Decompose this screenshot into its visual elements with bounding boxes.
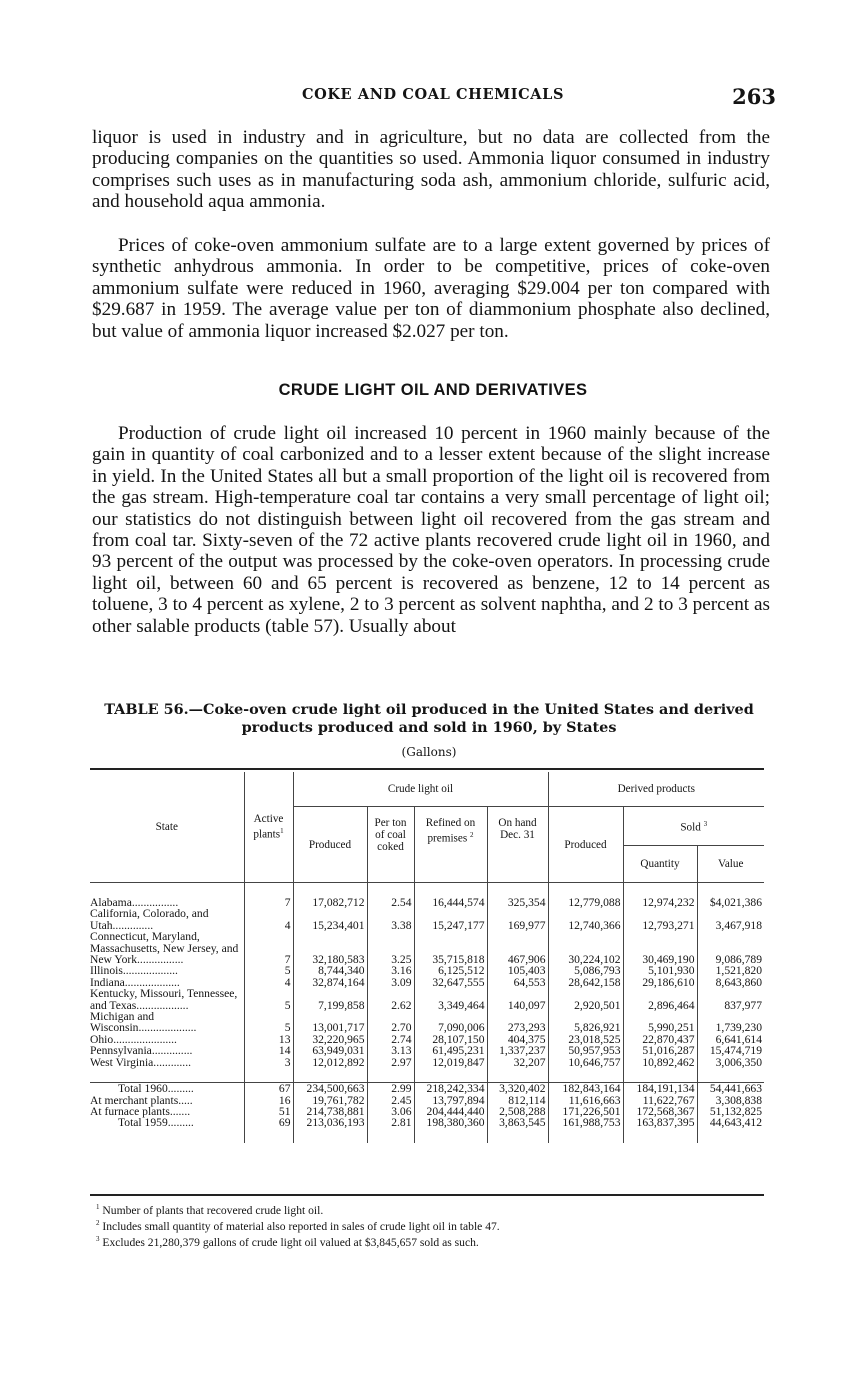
spacer-cell xyxy=(697,1068,764,1083)
state-cell: Total 1960......... xyxy=(90,1083,244,1095)
state-cell: Pennsylvania.............. xyxy=(90,1044,193,1058)
row-spacer xyxy=(90,883,764,898)
cell-sold-qty: 5,990,251 xyxy=(623,1011,697,1034)
header-derived-products: Derived products xyxy=(548,772,764,807)
footnote-mark: 3 xyxy=(96,1235,100,1244)
cell-refined: 32,647,555 xyxy=(414,977,487,988)
cell-produced: 8,744,340 xyxy=(293,965,367,976)
spacer-cell xyxy=(293,1129,367,1143)
cell-per-ton: 2.54 xyxy=(367,897,414,908)
header-state: State xyxy=(90,772,244,883)
cell-refined: 13,797,894 xyxy=(414,1095,487,1106)
footnote xyxy=(96,1233,776,1249)
cell-plants: 13 xyxy=(244,1034,293,1045)
spacer-cell xyxy=(244,1068,293,1083)
footnote-mark: 2 xyxy=(96,1219,100,1228)
state-cell: West Virginia............. xyxy=(90,1055,191,1069)
footnote-mark-3: 3 xyxy=(703,820,708,829)
state-cell: Connecticut, Maryland, Massachusetts, New Jersey, and New York................ xyxy=(90,930,239,967)
cell-d-produced: 30,224,102 xyxy=(548,931,623,965)
spacer-cell xyxy=(414,1068,487,1083)
cell-sold-qty: 11,622,767 xyxy=(623,1095,697,1106)
spacer-cell xyxy=(90,883,244,898)
footnote xyxy=(96,1217,776,1233)
cell-on-hand: 3,863,545 xyxy=(487,1117,548,1128)
footnote-text: Excludes 21,280,379 gallons of crude light oil valued at $3,845,657 sold as such. xyxy=(99,1235,479,1249)
footnote-mark-1: 1 xyxy=(280,827,284,836)
cell-d-produced: 5,826,921 xyxy=(548,1011,623,1034)
spacer-cell xyxy=(367,883,414,898)
cell-sold-val: 6,641,614 xyxy=(697,1034,764,1045)
cell-produced: 15,234,401 xyxy=(293,908,367,931)
state-cell: Kentucky, Missouri, Tennessee, and Texas.................. xyxy=(90,987,238,1012)
spacer-cell xyxy=(244,883,293,898)
cell-per-ton: 2.70 xyxy=(367,1011,414,1034)
cell-produced: 17,082,712 xyxy=(293,897,367,908)
table-row xyxy=(90,908,764,931)
cell-sold-val: 8,643,860 xyxy=(697,977,764,988)
spacer-cell xyxy=(293,883,367,898)
spacer-cell xyxy=(697,1129,764,1143)
cell-sold-qty: 30,469,190 xyxy=(623,931,697,965)
cell-plants: 5 xyxy=(244,988,293,1011)
cell-plants: 4 xyxy=(244,977,293,988)
table-row xyxy=(90,1045,764,1056)
cell-d-produced: 182,843,164 xyxy=(548,1083,623,1095)
cell-refined: 16,444,574 xyxy=(414,897,487,908)
state-cell: At merchant plants..... xyxy=(90,1093,193,1107)
cell-d-produced: 10,646,757 xyxy=(548,1057,623,1068)
cell-d-produced: 171,226,501 xyxy=(548,1106,623,1117)
total-row xyxy=(90,1083,764,1095)
table-row xyxy=(90,988,764,1011)
cell-sold-val: 837,977 xyxy=(697,988,764,1011)
cell-d-produced: 28,642,158 xyxy=(548,977,623,988)
cell-plants: 5 xyxy=(244,965,293,976)
footnote-text: Includes small quantity of material also reported in sales of crude light oil in table 47. xyxy=(99,1219,500,1233)
cell-sold-val: $4,021,386 xyxy=(697,897,764,908)
cell-per-ton: 3.16 xyxy=(367,965,414,976)
spacer-cell xyxy=(623,1068,697,1083)
cell-on-hand: 325,354 xyxy=(487,897,548,908)
light-oil-table xyxy=(90,772,764,1143)
cell-on-hand: 1,337,237 xyxy=(487,1045,548,1056)
section-heading: CRUDE LIGHT OIL AND DERIVATIVES xyxy=(278,381,588,399)
cell-on-hand: 812,114 xyxy=(487,1095,548,1106)
cell-plants: 3 xyxy=(244,1057,293,1068)
cell-refined: 198,380,360 xyxy=(414,1117,487,1128)
table-row xyxy=(90,1011,764,1034)
cell-per-ton: 3.25 xyxy=(367,931,414,965)
cell-d-produced: 2,920,501 xyxy=(548,988,623,1011)
cell-on-hand: 32,207 xyxy=(487,1057,548,1068)
running-title: COKE AND COAL CHEMICALS xyxy=(301,86,565,103)
spacer-cell xyxy=(293,1068,367,1083)
header-sold xyxy=(623,807,764,846)
cell-sold-val: 51,132,825 xyxy=(697,1106,764,1117)
spacer-cell xyxy=(414,883,487,898)
cell-sold-val: 3,308,838 xyxy=(697,1095,764,1106)
spacer-cell xyxy=(548,1129,623,1143)
cell-per-ton: 2.62 xyxy=(367,988,414,1011)
header-active-plants xyxy=(244,772,293,883)
table-body xyxy=(90,883,764,1143)
cell-sold-qty: 22,870,437 xyxy=(623,1034,697,1045)
cell-on-hand: 140,097 xyxy=(487,988,548,1011)
spacer-cell xyxy=(367,1129,414,1143)
cell-produced: 19,761,782 xyxy=(293,1095,367,1106)
spacer-cell xyxy=(90,1129,244,1143)
cell-on-hand: 3,320,402 xyxy=(487,1083,548,1095)
state-cell: Indiana................... xyxy=(90,975,180,989)
footnotes xyxy=(96,1201,776,1249)
spacer-cell xyxy=(90,1068,244,1083)
spacer-cell xyxy=(697,883,764,898)
header-on-hand: On hand Dec. 31 xyxy=(487,807,548,883)
cell-sold-qty: 12,974,232 xyxy=(623,897,697,908)
cell-refined: 218,242,334 xyxy=(414,1083,487,1095)
cell-per-ton: 3.09 xyxy=(367,977,414,988)
state-cell: California, Colorado, and Utah.............. xyxy=(90,907,209,932)
cell-refined: 3,349,464 xyxy=(414,988,487,1011)
cell-sold-qty: 10,892,462 xyxy=(623,1057,697,1068)
header-per-ton: Per ton of coal coked xyxy=(367,807,414,883)
spacer-cell xyxy=(623,883,697,898)
cell-d-produced: 50,957,953 xyxy=(548,1045,623,1056)
header-derived-produced: Produced xyxy=(548,807,623,883)
cell-produced: 213,036,193 xyxy=(293,1117,367,1128)
header-value: Value xyxy=(697,846,764,883)
state-cell: Michigan and Wisconsin.................... xyxy=(90,1010,197,1035)
cell-plants: 7 xyxy=(244,897,293,908)
cell-on-hand: 273,293 xyxy=(487,1011,548,1034)
cell-produced: 12,012,892 xyxy=(293,1057,367,1068)
header-refined xyxy=(414,807,487,883)
row-spacer xyxy=(90,1129,764,1143)
paragraph-crude-light-oil: Production of crude light oil increased 10 percent in 1960 mainly because of the gain in quantity of coal carbonized and to a lesser extent because of the slight increase in yield. In the United States all but a small proportion of the light oil is recovered from the gas stream. High-temperature coal tar contains a very small percentage of light oil; our statistics do not distinguish between light oil recovered from the gas stream and from coal tar. Sixty-seven of the 72 active plants recovered crude light oil in 1960, and 93 percent of the output was processed by the coke-oven operators. In processing crude light oil, between 60 and 65 percent is recovered as benzene, 12 to 14 percent as toluene, 3 to 4 percent as xylene, 2 to 3 percent as solvent naphtha, and 2 to 3 percent as other salable products (table 57). Usually about xyxy=(92,423,770,637)
footnote-text: Number of plants that recovered crude light oil. xyxy=(99,1203,324,1217)
table-units: (Gallons) xyxy=(401,745,457,759)
cell-per-ton: 2.81 xyxy=(367,1117,414,1128)
cell-produced: 214,738,881 xyxy=(293,1106,367,1117)
header-produced: Produced xyxy=(293,807,367,883)
cell-on-hand: 2,508,288 xyxy=(487,1106,548,1117)
state-cell: Illinois................... xyxy=(90,964,178,978)
state-cell: Alabama................ xyxy=(90,896,179,909)
cell-sold-qty: 2,896,464 xyxy=(623,988,697,1011)
cell-per-ton: 2.45 xyxy=(367,1095,414,1106)
cell-plants: 69 xyxy=(244,1117,293,1128)
cell-produced: 32,180,583 xyxy=(293,931,367,965)
cell-produced: 13,001,717 xyxy=(293,1011,367,1034)
spacer-cell xyxy=(548,1068,623,1083)
spacer-cell xyxy=(487,1129,548,1143)
state-cell: Total 1959......... xyxy=(118,1116,194,1130)
cell-produced: 234,500,663 xyxy=(293,1083,367,1095)
cell-sold-val: 1,739,230 xyxy=(697,1011,764,1034)
cell-sold-qty: 51,016,287 xyxy=(623,1045,697,1056)
cell-on-hand: 404,375 xyxy=(487,1034,548,1045)
cell-refined: 204,444,440 xyxy=(414,1106,487,1117)
cell-refined: 7,090,006 xyxy=(414,1011,487,1034)
cell-plants: 4 xyxy=(244,908,293,931)
cell-on-hand: 169,977 xyxy=(487,908,548,931)
cell-sold-val: 1,521,820 xyxy=(697,965,764,976)
spacer-cell xyxy=(244,1129,293,1143)
cell-plants: 5 xyxy=(244,1011,293,1034)
cell-per-ton: 3.38 xyxy=(367,908,414,931)
cell-plants: 51 xyxy=(244,1106,293,1117)
cell-d-produced: 161,988,753 xyxy=(548,1117,623,1128)
cell-refined: 35,715,818 xyxy=(414,931,487,965)
cell-d-produced: 12,740,366 xyxy=(548,908,623,931)
cell-per-ton: 2.99 xyxy=(367,1083,414,1095)
cell-refined: 6,125,512 xyxy=(414,965,487,976)
table-caption-line-1: TABLE 56.—Coke-oven crude light oil produced in the United States and derived xyxy=(104,701,754,718)
cell-d-produced: 11,616,663 xyxy=(548,1095,623,1106)
header-active-plants-label: Active plants xyxy=(253,813,284,841)
table-top-rule xyxy=(90,768,764,770)
cell-refined: 61,495,231 xyxy=(414,1045,487,1056)
cell-refined: 28,107,150 xyxy=(414,1034,487,1045)
cell-per-ton: 3.06 xyxy=(367,1106,414,1117)
cell-plants: 14 xyxy=(244,1045,293,1056)
cell-refined: 15,247,177 xyxy=(414,908,487,931)
paragraph-ammonium-sulfate-prices: Prices of coke-oven ammonium sulfate are to a large extent governed by prices of synthetic anhydrous ammonia. In order to be competitive, prices of coke-oven ammonium sulfate were reduced in 1960, averaging $29.004 per ton compared with $29.687 in 1959. The average value per ton of diammonium phosphate also declined, but value of ammonia liquor increased $2.027 per ton. xyxy=(92,235,770,342)
cell-d-produced: 12,779,088 xyxy=(548,897,623,908)
table-row xyxy=(90,931,764,965)
cell-sold-val: 9,086,789 xyxy=(697,931,764,965)
cell-sold-qty: 5,101,930 xyxy=(623,965,697,976)
header-quantity: Quantity xyxy=(623,846,697,883)
running-head xyxy=(90,84,776,110)
cell-per-ton: 3.13 xyxy=(367,1045,414,1056)
spacer-cell xyxy=(414,1129,487,1143)
cell-plants: 7 xyxy=(244,931,293,965)
spacer-cell xyxy=(487,883,548,898)
footnote-mark-2: 2 xyxy=(470,831,474,839)
row-spacer xyxy=(90,1068,764,1083)
cell-sold-qty: 29,186,610 xyxy=(623,977,697,988)
cell-sold-val: 3,006,350 xyxy=(697,1057,764,1068)
table-bottom-rule xyxy=(90,1194,764,1196)
paragraph-ammonia-liquor: liquor is used in industry and in agriculture, but no data are collected from the producing companies on the quantities so used. Ammonia liquor consumed in industry comprises such uses as in manufacturing soda ash, ammonium chloride, sulfuric acid, and household aqua ammonia. xyxy=(92,127,770,213)
header-refined-label: Refined on premises xyxy=(425,817,476,845)
total-row xyxy=(90,1117,764,1128)
spacer-cell xyxy=(487,1068,548,1083)
table-row xyxy=(90,1057,764,1068)
cell-per-ton: 2.97 xyxy=(367,1057,414,1068)
cell-on-hand: 105,403 xyxy=(487,965,548,976)
header-sold-label: Sold xyxy=(680,821,701,834)
cell-sold-qty: 163,837,395 xyxy=(623,1117,697,1128)
cell-d-produced: 5,086,793 xyxy=(548,965,623,976)
cell-sold-val: 15,474,719 xyxy=(697,1045,764,1056)
cell-sold-val: 54,441,663 xyxy=(697,1083,764,1095)
cell-plants: 16 xyxy=(244,1095,293,1106)
page-number: 263 xyxy=(732,84,776,109)
table-caption xyxy=(90,701,768,737)
header-crude-light-oil: Crude light oil xyxy=(293,772,548,807)
spacer-cell xyxy=(548,883,623,898)
cell-on-hand: 467,906 xyxy=(487,931,548,965)
spacer-cell xyxy=(367,1068,414,1083)
cell-sold-qty: 172,568,367 xyxy=(623,1106,697,1117)
cell-produced: 32,874,164 xyxy=(293,977,367,988)
cell-produced: 7,199,858 xyxy=(293,988,367,1011)
state-cell: Ohio...................... xyxy=(90,1032,177,1046)
spacer-cell xyxy=(623,1129,697,1143)
cell-per-ton: 2.74 xyxy=(367,1034,414,1045)
cell-sold-val: 3,467,918 xyxy=(697,908,764,931)
cell-sold-val: 44,643,412 xyxy=(697,1117,764,1128)
cell-d-produced: 23,018,525 xyxy=(548,1034,623,1045)
cell-refined: 12,019,847 xyxy=(414,1057,487,1068)
footnote-mark: 1 xyxy=(96,1203,100,1211)
cell-produced: 32,220,965 xyxy=(293,1034,367,1045)
table-caption-line-2: products produced and sold in 1960, by States xyxy=(241,719,617,736)
state-cell: At furnace plants....... xyxy=(90,1104,191,1118)
cell-plants: 67 xyxy=(244,1083,293,1095)
cell-produced: 63,949,031 xyxy=(293,1045,367,1056)
footnote xyxy=(96,1201,776,1217)
cell-on-hand: 64,553 xyxy=(487,977,548,988)
cell-sold-qty: 184,191,134 xyxy=(623,1083,697,1095)
cell-sold-qty: 12,793,271 xyxy=(623,908,697,931)
